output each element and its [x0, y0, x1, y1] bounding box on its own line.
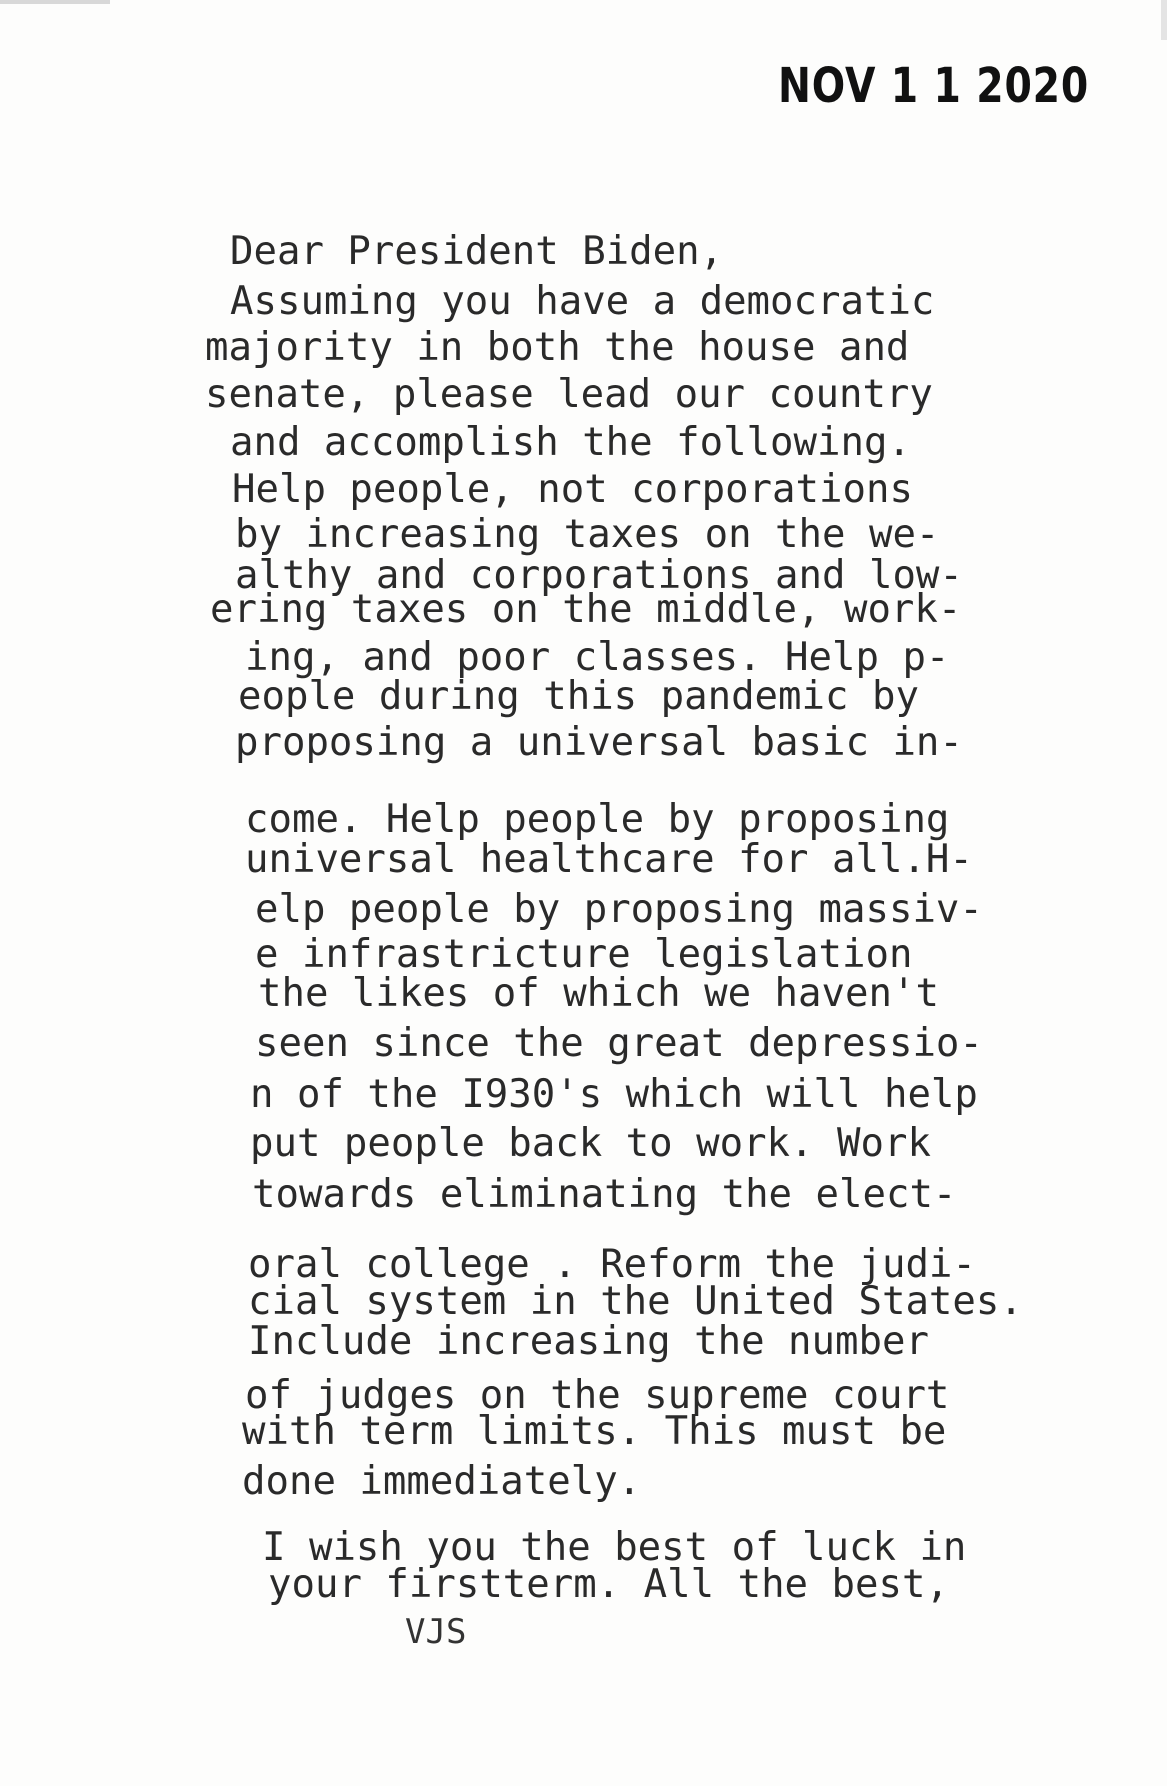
letter-line: seen since the great depressio-: [255, 1021, 983, 1066]
letter-line: universal healthcare for all.H-: [245, 837, 973, 882]
letter-line: your firstterm. All the best,: [268, 1562, 949, 1607]
signature-initials: VJS: [405, 1612, 467, 1652]
letter-line: senate, please lead our country: [205, 372, 933, 417]
letter-line: oral college . Reform the judi-: [248, 1242, 976, 1287]
letter-line: of judges on the supreme court: [245, 1373, 950, 1418]
letter-line: Include increasing the number: [248, 1319, 929, 1364]
letter-line: put people back to work. Work: [250, 1121, 931, 1166]
letter-line: e infrastricture legislation: [255, 932, 913, 977]
letter-line: the likes of which we haven't: [258, 971, 939, 1016]
letter-line: Dear President Biden,: [230, 229, 724, 274]
letter-line: proposing a universal basic in-: [235, 720, 963, 765]
date-stamp: NOV 1 1 2020: [778, 58, 1090, 114]
letter-line: I wish you the best of luck in: [262, 1525, 967, 1570]
letter-line: and accomplish the following.: [230, 420, 911, 465]
letter-line: ing, and poor classes. Help p-: [245, 635, 950, 680]
letter-line: towards eliminating the elect-: [252, 1172, 957, 1217]
letter-line: with term limits. This must be: [242, 1409, 947, 1454]
letter-line: majority in both the house and: [205, 325, 910, 370]
letter-line: elp people by proposing massiv-: [255, 887, 983, 932]
letter-line: Help people, not corporations: [232, 467, 913, 512]
scan-edge-mark-right: [1161, 0, 1167, 40]
letter-line: come. Help people by proposing: [245, 797, 950, 842]
letter-line: ering taxes on the middle, work-: [210, 587, 962, 632]
letter-line: by increasing taxes on the we-: [235, 512, 940, 557]
letter-line: done immediately.: [242, 1459, 642, 1504]
letter-line: n of the I930's which will help: [250, 1072, 978, 1117]
letter-line: cial system in the United States.: [248, 1279, 1023, 1324]
scan-edge-mark: [0, 0, 110, 4]
letter-line: Assuming you have a democratic: [230, 279, 935, 324]
letter-line: eople during this pandemic by: [238, 674, 919, 719]
letter-line: althy and corporations and low-: [235, 553, 963, 598]
